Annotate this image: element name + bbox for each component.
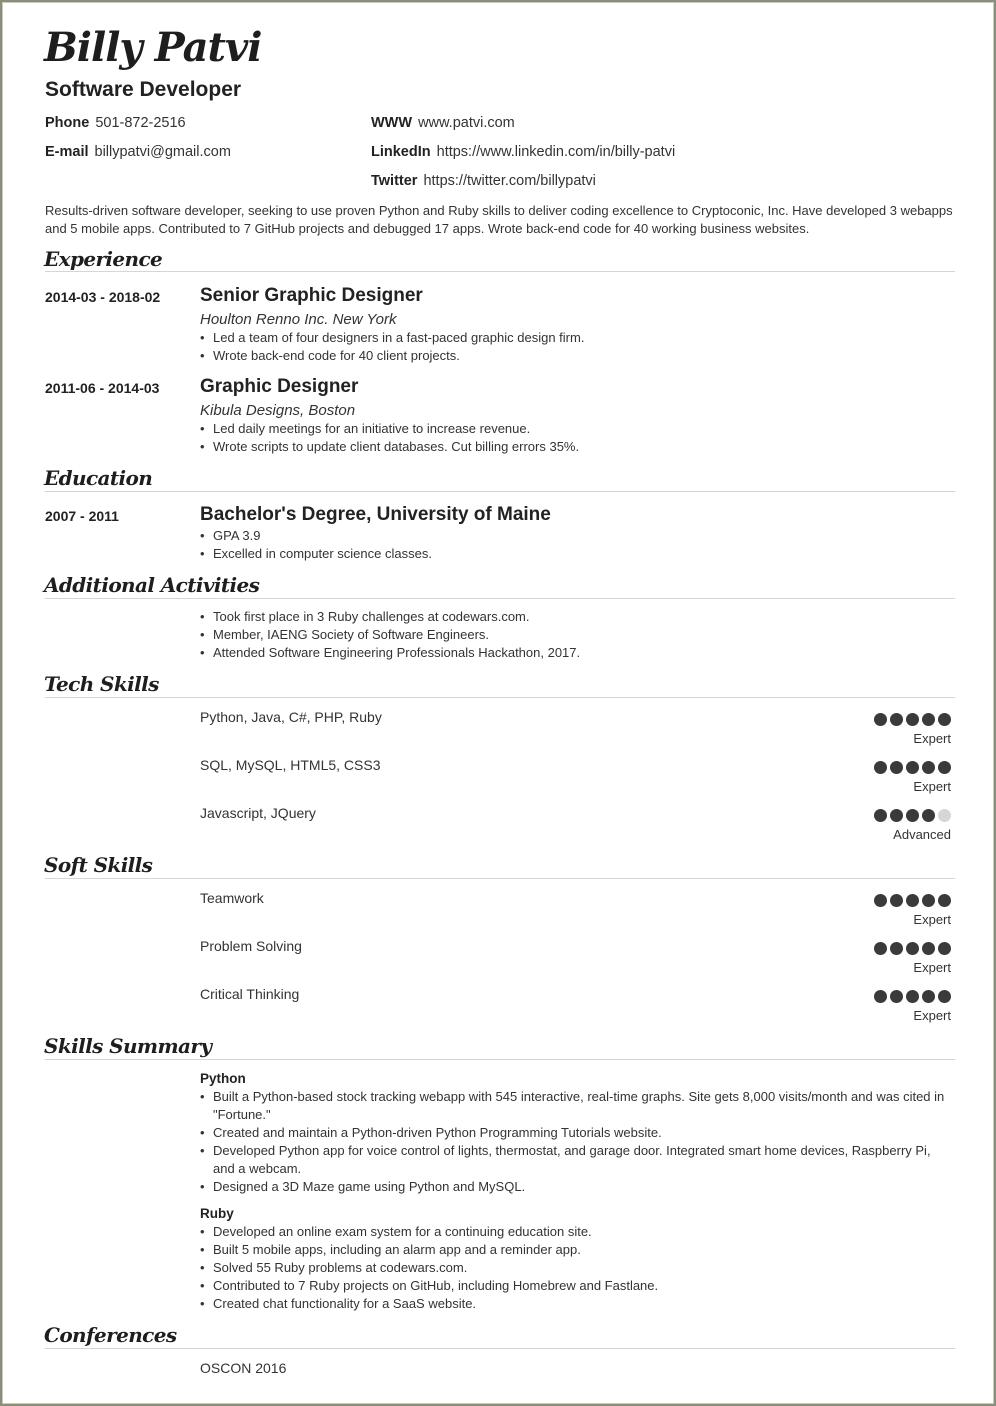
conference-item: OSCON 2016 (200, 1360, 287, 1376)
contact-www (371, 115, 515, 131)
section-title-skills-summary: Skills Summary (44, 1034, 212, 1058)
rating-dot-filled (906, 942, 919, 955)
skill-level: Expert (913, 779, 951, 794)
section-divider (45, 271, 955, 272)
list-item: • Contributed to 7 Ruby projects on GitHub, including Homebrew and Fastlane. (200, 1277, 955, 1295)
rating-dot-filled (922, 809, 935, 822)
contact-www-value[interactable]: www.patvi.com (418, 115, 515, 131)
skill-rating (874, 761, 951, 774)
list-item: • Developed an online exam system for a continuing education site. (200, 1223, 955, 1241)
section-divider (45, 598, 955, 599)
experience-title: Graphic Designer (200, 376, 359, 397)
rating-dot-filled (922, 942, 935, 955)
section-title-tech-skills: Tech Skills (44, 672, 159, 696)
rating-dot-filled (874, 894, 887, 907)
contact-twitter-value[interactable]: https://twitter.com/billypatvi (423, 173, 596, 189)
rating-dot-filled (906, 990, 919, 1003)
rating-dot-filled (890, 990, 903, 1003)
profile-summary: Results-driven software developer, seeking to use proven Python and Ruby skills to deliver coding excellence to Cryptoconic, Inc. Have developed 3 webapps and 5 mobile apps. Contributed to 7 GitHub projects and debugged 17 apps. Wrote back-end code for 40 working business websites. (45, 203, 953, 236)
list-item: • Developed Python app for voice control of lights, thermostat, and garage door. Integrated smart home devices, Raspberry Pi, and a webcam. (200, 1142, 955, 1178)
skill-name: Critical Thinking (200, 986, 300, 1002)
activities-list (200, 608, 955, 662)
rating-dot-filled (890, 894, 903, 907)
list-item: • Excelled in computer science classes. (200, 545, 955, 563)
contact-email-value: billypatvi@gmail.com (94, 144, 231, 160)
list-item: • Wrote back-end code for 40 client projects. (200, 347, 955, 365)
list-item: • Attended Software Engineering Professionals Hackathon, 2017. (200, 644, 955, 662)
skill-level: Advanced (893, 827, 951, 842)
rating-dot-filled (874, 942, 887, 955)
section-title-soft-skills: Soft Skills (44, 853, 153, 877)
education-bullets (200, 527, 955, 563)
experience-bullets (200, 329, 955, 365)
skill-level: Expert (913, 731, 951, 746)
list-item: • Took first place in 3 Ruby challenges at codewars.com. (200, 608, 955, 626)
rating-dot-filled (938, 894, 951, 907)
skills-summary-heading: Python (200, 1071, 246, 1086)
rating-dot-filled (874, 809, 887, 822)
rating-dot-filled (922, 894, 935, 907)
rating-dot-filled (874, 761, 887, 774)
skill-name: Teamwork (200, 890, 264, 906)
skill-name: SQL, MySQL, HTML5, CSS3 (200, 757, 381, 773)
rating-dot-filled (938, 990, 951, 1003)
skills-summary-bullets (200, 1223, 955, 1313)
skill-rating (874, 894, 951, 907)
contact-email (45, 144, 231, 160)
experience-dates: 2011-06 - 2014-03 (45, 380, 160, 396)
skill-rating (874, 990, 951, 1003)
rating-dot-filled (906, 713, 919, 726)
list-item: • Created chat functionality for a SaaS website. (200, 1295, 955, 1313)
list-item: • Created and maintain a Python-driven Python Programming Tutorials website. (200, 1124, 955, 1142)
experience-org: Houlton Renno Inc. New York (200, 311, 397, 328)
list-item: • Built 5 mobile apps, including an alarm app and a reminder app. (200, 1241, 955, 1259)
contact-phone-label: Phone (45, 115, 90, 131)
contact-twitter (371, 173, 596, 189)
rating-dot-filled (874, 713, 887, 726)
education-dates: 2007 - 2011 (45, 508, 119, 524)
section-divider (45, 1059, 955, 1060)
rating-dot-filled (922, 761, 935, 774)
rating-dot-filled (938, 713, 951, 726)
rating-dot-filled (890, 809, 903, 822)
skill-name: Javascript, JQuery (200, 805, 316, 821)
list-item: • GPA 3.9 (200, 527, 955, 545)
rating-dot-filled (922, 713, 935, 726)
list-item: • Built a Python-based stock tracking webapp with 545 interactive, real-time graphs. Site gets 8,000 visits/month and was cited in "Fortune." (200, 1088, 955, 1124)
skill-rating (874, 942, 951, 955)
skill-name: Problem Solving (200, 938, 302, 954)
rating-dot-filled (906, 894, 919, 907)
rating-dot-filled (906, 761, 919, 774)
rating-dot-filled (890, 761, 903, 774)
skill-rating (874, 809, 951, 822)
list-item: • Designed a 3D Maze game using Python and MySQL. (200, 1178, 955, 1196)
skill-level: Expert (913, 960, 951, 975)
experience-bullets (200, 420, 955, 456)
contact-email-label: E-mail (45, 144, 89, 160)
contact-www-label: WWW (371, 115, 413, 131)
experience-title: Senior Graphic Designer (200, 285, 423, 306)
contact-phone (45, 115, 186, 131)
list-item: • Solved 55 Ruby problems at codewars.com. (200, 1259, 955, 1277)
rating-dot-filled (906, 809, 919, 822)
rating-dot-filled (874, 990, 887, 1003)
skills-summary-bullets (200, 1088, 955, 1196)
section-title-education: Education (44, 466, 153, 490)
experience-dates: 2014-03 - 2018-02 (45, 289, 161, 305)
section-divider (45, 697, 955, 698)
skill-level: Expert (913, 1008, 951, 1023)
contact-linkedin-label: LinkedIn (371, 144, 431, 160)
section-divider (45, 491, 955, 492)
skill-rating (874, 713, 951, 726)
list-item: • Wrote scripts to update client databases. Cut billing errors 35%. (200, 438, 955, 456)
rating-dot-filled (938, 761, 951, 774)
skills-summary-heading: Ruby (200, 1206, 234, 1221)
section-divider (45, 1348, 955, 1349)
rating-dot-empty (938, 809, 951, 822)
list-item: • Led a team of four designers in a fast-paced graphic design firm. (200, 329, 955, 347)
contact-twitter-label: Twitter (371, 173, 418, 189)
section-title-experience: Experience (44, 247, 163, 271)
rating-dot-filled (890, 942, 903, 955)
resume-name: Billy Patvi (44, 24, 262, 71)
section-title-conferences: Conferences (44, 1323, 177, 1347)
education-title: Bachelor's Degree, University of Maine (200, 504, 551, 525)
section-title-activities: Additional Activities (44, 573, 260, 597)
list-item: • Member, IAENG Society of Software Engineers. (200, 626, 955, 644)
skill-name: Python, Java, C#, PHP, Ruby (200, 709, 382, 725)
resume-role: Software Developer (45, 78, 242, 101)
rating-dot-filled (922, 990, 935, 1003)
section-divider (45, 878, 955, 879)
contact-phone-value: 501-872-2516 (95, 115, 186, 131)
contact-linkedin (371, 144, 675, 160)
list-item: • Led daily meetings for an initiative to increase revenue. (200, 420, 955, 438)
rating-dot-filled (890, 713, 903, 726)
rating-dot-filled (938, 942, 951, 955)
contact-linkedin-value[interactable]: https://www.linkedin.com/in/billy-patvi (436, 144, 676, 160)
skill-level: Expert (913, 912, 951, 927)
experience-org: Kibula Designs, Boston (200, 402, 356, 419)
